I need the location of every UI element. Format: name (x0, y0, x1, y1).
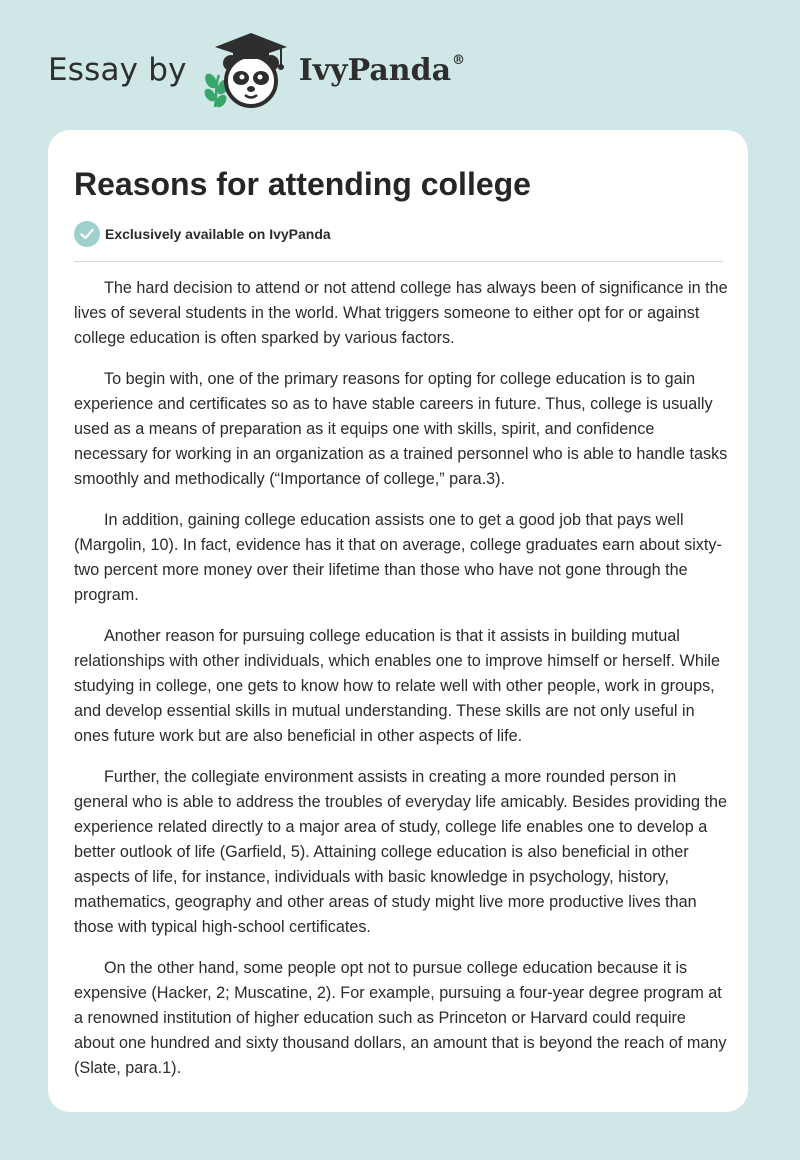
divider (74, 261, 723, 262)
exclusive-badge-label: Exclusively available on IvyPanda (105, 226, 331, 242)
paragraph: On the other hand, some people opt not to pursue college education because it is expensive (Hacker, 2; Muscatine, 2). For example, pursuing a four-year degree program at a renowned institution of higher education such as Princeton or Harvard could require about one hundred and sixty thousand dollars, an amount that is beyond the reach of many (Slate, para.1). (74, 959, 727, 1077)
exclusive-badge (74, 221, 331, 247)
site-header (48, 30, 465, 110)
registered-mark: ® (452, 52, 466, 68)
essay-body (74, 276, 728, 1097)
paragraph: To begin with, one of the primary reasons for opting for college education is to gain experience and certificates so as to have stable careers in future. Thus, college is usually used as a means of preparation as it equips one with skills, spirit, and confidence necessary for working in an organization as a trained personnel who is able to handle tasks smoothly and methodically (“Importance of college,” para.3). (74, 370, 728, 488)
paragraph: The hard decision to attend or not attend college has always been of significance in the lives of several students in the world. What triggers someone to either opt for or against college education is often sparked by various factors. (74, 279, 728, 347)
panda-graduation-cap-logo-icon[interactable] (201, 29, 293, 111)
essay-card (48, 130, 748, 1112)
essay-by-label: Essay by (48, 52, 187, 88)
brand-name[interactable] (299, 53, 465, 88)
brand-text: IvyPanda (298, 52, 452, 88)
paragraph: Another reason for pursuing college education is that it assists in building mutual relationships with other individuals, which enables one to improve himself or herself. While studying in college, one gets to know how to relate well with other people, work in groups, and develop essential skills in mutual understanding. These skills are not only useful in ones future work but are also beneficial in other aspects of life. (74, 627, 721, 745)
page-title: Reasons for attending college (74, 166, 531, 202)
paragraph: Further, the collegiate environment assists in creating a more rounded person in general who is able to address the troubles of everyday life amicably. Besides providing the experience related directly to a major area of study, college life enables one to develop a better outlook of life (Garfield, 5). Attaining college education is also beneficial in other aspects of life, for instance, individuals with basic knowledge in psychology, history, mathematics, geography and other areas of study might live more productive lives than those with typical high-school certificates. (74, 768, 727, 936)
check-circle-icon (74, 221, 100, 247)
paragraph: In addition, gaining college education assists one to get a good job that pays well (Margolin, 10). In fact, evidence has it that on average, college graduates earn about sixty-two percent more money over their lifetime than those who have not gone through the program. (74, 511, 722, 604)
